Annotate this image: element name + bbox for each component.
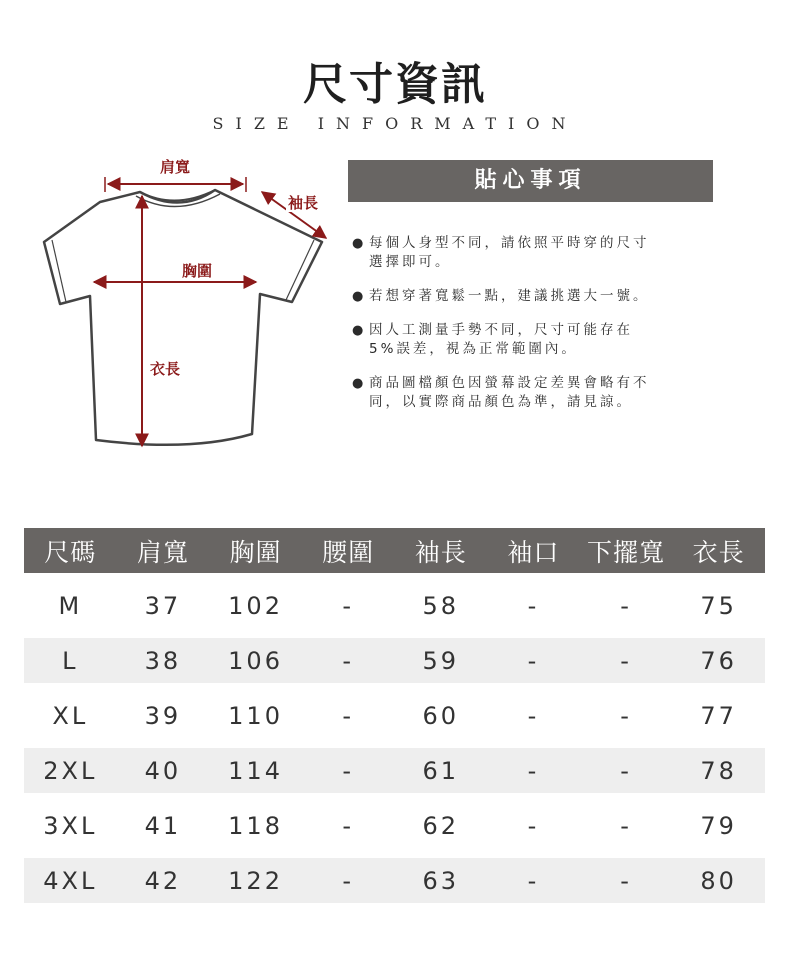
table-cell: 102 (209, 578, 302, 633)
table-cell: - (302, 743, 395, 798)
table-cell: - (302, 633, 395, 688)
table-cell: 60 (395, 688, 488, 743)
table-cell: - (580, 743, 673, 798)
table-cell: 3XL (24, 798, 117, 853)
tip-item (352, 287, 722, 306)
table-row (24, 798, 765, 853)
tips-list (352, 234, 722, 427)
table-cell: - (580, 578, 673, 633)
table-cell: - (302, 688, 395, 743)
shoulder-label: 肩寬 (160, 158, 191, 176)
tshirt-measurement-diagram (30, 152, 340, 452)
column-header: 袖長 (395, 528, 488, 578)
table-cell: 39 (117, 688, 210, 743)
table-cell: 40 (117, 743, 210, 798)
table-cell: L (24, 633, 117, 688)
table-cell: 59 (395, 633, 488, 688)
sleeve-label: 袖長 (288, 194, 319, 212)
table-cell: - (487, 578, 580, 633)
table-cell: 110 (209, 688, 302, 743)
table-cell: 41 (117, 798, 210, 853)
tip-line: 商品圖檔顏色因螢幕設定差異會略有不 (369, 375, 650, 391)
table-cell: 2XL (24, 743, 117, 798)
table-cell: 62 (395, 798, 488, 853)
table-cell: - (302, 853, 395, 903)
table-cell: - (487, 633, 580, 688)
table-cell: - (487, 798, 580, 853)
column-header: 下擺寬 (580, 528, 673, 578)
table-cell: 37 (117, 578, 210, 633)
table-cell: - (580, 853, 673, 903)
table-cell: - (487, 688, 580, 743)
table-row (24, 578, 765, 633)
table-cell: - (580, 633, 673, 688)
table-cell: 78 (672, 743, 765, 798)
column-header: 衣長 (672, 528, 765, 578)
bullet-icon: ● (352, 289, 367, 304)
tip-line: 同，以實際商品顏色為準，請見諒。 (369, 394, 633, 410)
table-cell: - (487, 853, 580, 903)
column-header: 尺碼 (24, 528, 117, 578)
table-cell: 118 (209, 798, 302, 853)
tip-item (352, 374, 722, 412)
bullet-icon: ● (352, 323, 367, 338)
table-row (24, 853, 765, 903)
chest-label: 胸圍 (182, 262, 213, 280)
tip-line: 選擇即可。 (369, 254, 452, 270)
table-cell: 38 (117, 633, 210, 688)
size-table-header-row (24, 528, 765, 578)
table-cell: 114 (209, 743, 302, 798)
tip-line: 每個人身型不同，請依照平時穿的尺寸 (369, 235, 650, 251)
table-cell: - (580, 798, 673, 853)
tip-line: 因人工測量手勢不同，尺寸可能存在 (369, 322, 633, 338)
table-cell: 77 (672, 688, 765, 743)
table-cell: 80 (672, 853, 765, 903)
table-cell: 61 (395, 743, 488, 798)
tip-item (352, 321, 722, 359)
bullet-icon: ● (352, 236, 367, 251)
bullet-icon: ● (352, 376, 367, 391)
column-header: 腰圍 (302, 528, 395, 578)
table-cell: 42 (117, 853, 210, 903)
table-cell: 79 (672, 798, 765, 853)
table-cell: - (302, 578, 395, 633)
page-subtitle: SIZE INFORMATION (212, 114, 578, 133)
table-cell: M (24, 578, 117, 633)
table-cell: 4XL (24, 853, 117, 903)
table-row (24, 633, 765, 688)
table-row (24, 743, 765, 798)
column-header: 肩寬 (117, 528, 210, 578)
tip-line: 5%誤差，視為正常範圍內。 (369, 341, 578, 357)
table-cell: - (302, 798, 395, 853)
column-header: 袖口 (487, 528, 580, 578)
table-cell: 75 (672, 578, 765, 633)
table-row (24, 688, 765, 743)
column-header: 胸圍 (209, 528, 302, 578)
table-cell: - (487, 743, 580, 798)
size-table (24, 528, 765, 903)
page-title: 尺寸資訊 (303, 59, 487, 110)
table-cell: 58 (395, 578, 488, 633)
table-cell: 76 (672, 633, 765, 688)
tips-title: 貼心事項 (348, 160, 713, 202)
table-cell: 106 (209, 633, 302, 688)
tip-line: 若想穿著寬鬆一點，建議挑選大一號。 (369, 288, 650, 304)
tip-item (352, 234, 722, 272)
table-cell: 63 (395, 853, 488, 903)
table-cell: - (580, 688, 673, 743)
table-cell: XL (24, 688, 117, 743)
table-cell: 122 (209, 853, 302, 903)
length-label: 衣長 (150, 360, 181, 378)
